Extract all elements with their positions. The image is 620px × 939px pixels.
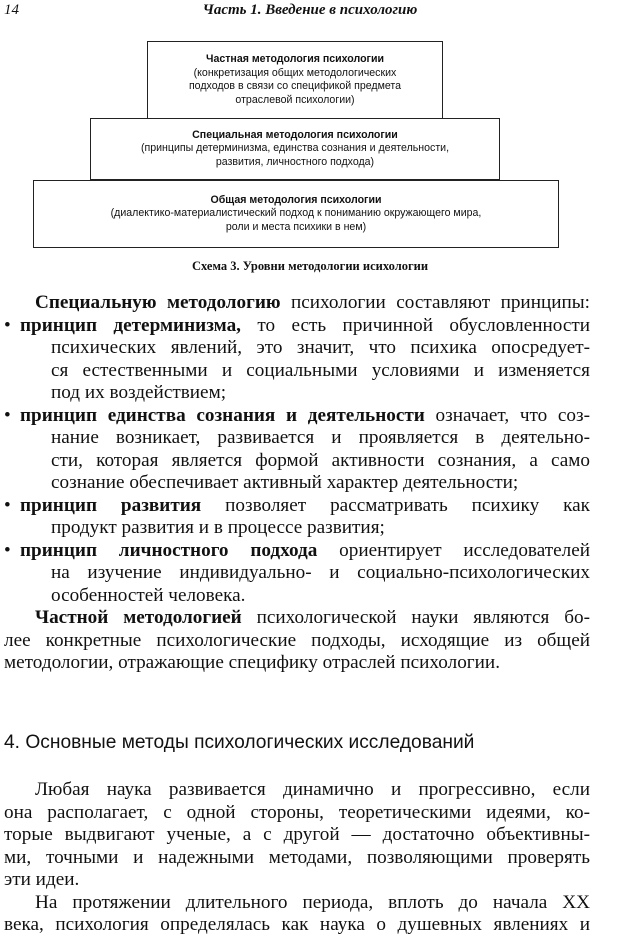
text-line: эти идеи. [4,869,80,890]
text-line: Частной методологией психологической науки являются бо- [35,607,590,628]
text-line: под их воздействием; [51,382,227,403]
scheme-level-general [33,180,559,248]
scheme-level-special [90,118,500,180]
text-line: сознание обеспечивает активный характер деятельности; [51,472,519,493]
text-line: Любая наука развивается динамично и прогрессивно, если [35,779,590,800]
text-line: лее конкретные психологические подходы, исходящие из общей [4,629,590,651]
section4-body [4,779,590,937]
bold-term: принцип развития [20,494,202,516]
text-line: Специальную методологию психологии составляют принципы: [35,292,590,313]
text-line: торые выдвигают ученые, а с другой — достаточно объективны- [4,824,590,845]
scheme-level-text: отраслевой психологии) [235,93,355,106]
bold-term: Частной методологией [35,607,242,628]
text-line: века, психология определялась как наука о душевных явлениях и [4,914,590,935]
bullet-marker: • [4,539,11,561]
text-line: на изучение индивидуально- и социально-психологических [51,562,590,583]
text-line: нание возникает, развивается и проявляется в деятельно- [51,427,590,448]
scheme-level-text: (конкретизация общих методологических [193,66,397,79]
section-heading: 4. Основные методы психологических исследований [4,732,475,753]
scheme-level-title: Специальная методология психологии [192,128,398,141]
bullet-marker: • [4,404,11,426]
bold-term: принцип личностного подхода [20,539,318,561]
bold-term: принцип единства сознания и деятельности [20,404,425,426]
text-line: На протяжении длительного периода, вплоть до начала XX [35,891,590,913]
text-line: психических явлений, это значит, что психика опосредует- [51,337,590,358]
text-line: ся естественными и социальными условиями и изменяется [51,359,590,381]
text-line: ми, точными и надежными методами, позволяющими проверять [4,846,590,868]
text-line: она располагает, с одной стороны, теоретическими идеями, ко- [4,801,590,823]
bullet-marker: • [4,314,11,336]
scheme-level-text: (диалектико-материалистический подход к пониманию окружающего мира, [110,207,482,220]
bold-term: принцип детерминизма, [20,314,241,336]
scheme-caption: Схема 3. Уровни методологии исихологии [191,259,429,273]
scheme-level-title: Общая методология психологии [210,193,382,206]
text-line: особенностей человека. [51,584,246,606]
page-number: 14 [4,2,19,18]
text-line: методологии, отражающие специфику отраслей психологии. [4,652,500,673]
bullet-line: • принцип детерминизма, то есть причинной обусловленности [4,314,590,336]
bullet-marker: • [4,494,11,516]
scheme-level-text: развития, личностного подхода) [215,155,375,168]
running-title: Часть 1. Введение в психологию [202,2,418,18]
bold-term: Специальную методологию [35,292,281,313]
text-line: сти, которая является формой активности сознания, а само [51,449,590,471]
scheme-level-text: подходов в связи со спецификой предмета [188,80,402,92]
scheme-level-title: Частная методология психологии [206,53,384,65]
scheme-level-text: (принципы детерминизма, единства сознания и деятельности, [140,142,450,155]
bullet-line: • принцип развития позволяет рассматривать психику как [4,494,590,516]
bullet-line: • принцип единства сознания и деятельности означает, что соз- [4,404,590,426]
scheme-level-private [147,41,443,119]
bullet-line: • принцип личностного подхода ориентирует исследователей [4,539,590,561]
text-line: продукт развития и в процессе развития; [51,517,385,538]
scheme-level-text: роли и места психики в нем) [225,220,367,233]
section-body [4,292,590,675]
